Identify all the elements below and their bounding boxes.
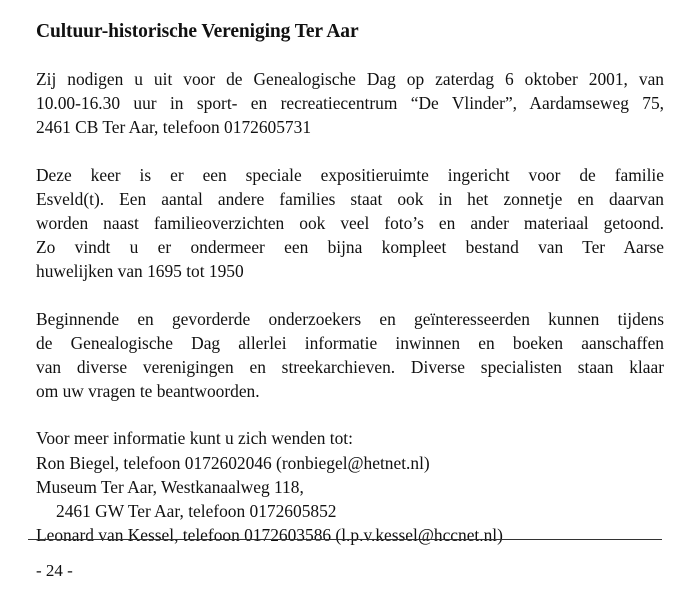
text-line: huwelijken van 1695 tot 1950 bbox=[36, 261, 244, 282]
researchers-paragraph bbox=[36, 307, 664, 404]
text-line: worden naast familieoverzichten ook veel foto’s en ander materiaal getoond. bbox=[36, 213, 664, 234]
document-page bbox=[36, 18, 664, 547]
text-line: 10.00-16.30 uur in sport- en recreatiecentrum “De Vlinder”, Aardamseweg 75, bbox=[36, 93, 664, 114]
text-line: van diverse verenigingen en streekarchieven. Diverse specialisten staan klaar bbox=[36, 357, 664, 378]
page-title: Cultuur-historische Vereniging Ter Aar bbox=[36, 21, 359, 42]
text-line: Esveld(t). Een aantal andere families staat ook in het zonnetje en daarvan bbox=[36, 188, 664, 209]
invitation-paragraph bbox=[36, 67, 664, 140]
exposition-paragraph bbox=[36, 163, 664, 284]
contact-paragraph bbox=[36, 426, 664, 547]
contact-intro: Voor meer informatie kunt u zich wenden tot: bbox=[36, 428, 353, 449]
contact-ron-biegel: Ron Biegel, telefoon 0172602046 (ronbiegel@hetnet.nl) bbox=[36, 452, 430, 473]
contact-museum: Museum Ter Aar, Westkanaalweg 118, bbox=[36, 476, 304, 497]
text-line: de Genealogische Dag allerlei informatie inwinnen en boeken aanschaffen bbox=[36, 332, 664, 353]
text-line: om uw vragen te beantwoorden. bbox=[36, 381, 260, 402]
footer-divider bbox=[28, 539, 662, 540]
text-line: Zij nodigen u uit voor de Genealogische Dag op zaterdag 6 oktober 2001, van bbox=[36, 69, 664, 89]
text-line: Beginnende en gevorderde onderzoekers en geïnteresseerden kunnen tijdens bbox=[36, 308, 664, 329]
text-line: 2461 CB Ter Aar, telefoon 0172605731 bbox=[36, 117, 312, 138]
contact-leonard-van-kessel: Leonard van Kessel, telefoon 0172603586 (l.p.v.kessel@hccnet.nl) bbox=[36, 525, 503, 546]
page-number: - 24 - bbox=[36, 561, 73, 580]
text-line: Zo vindt u er ondermeer een bijna kompleet bestand van Ter Aarse bbox=[36, 237, 664, 258]
contact-museum-address: 2461 GW Ter Aar, telefoon 0172605852 bbox=[56, 501, 337, 522]
text-line: Deze keer is er een speciale expositieruimte ingericht voor de familie bbox=[36, 164, 664, 185]
